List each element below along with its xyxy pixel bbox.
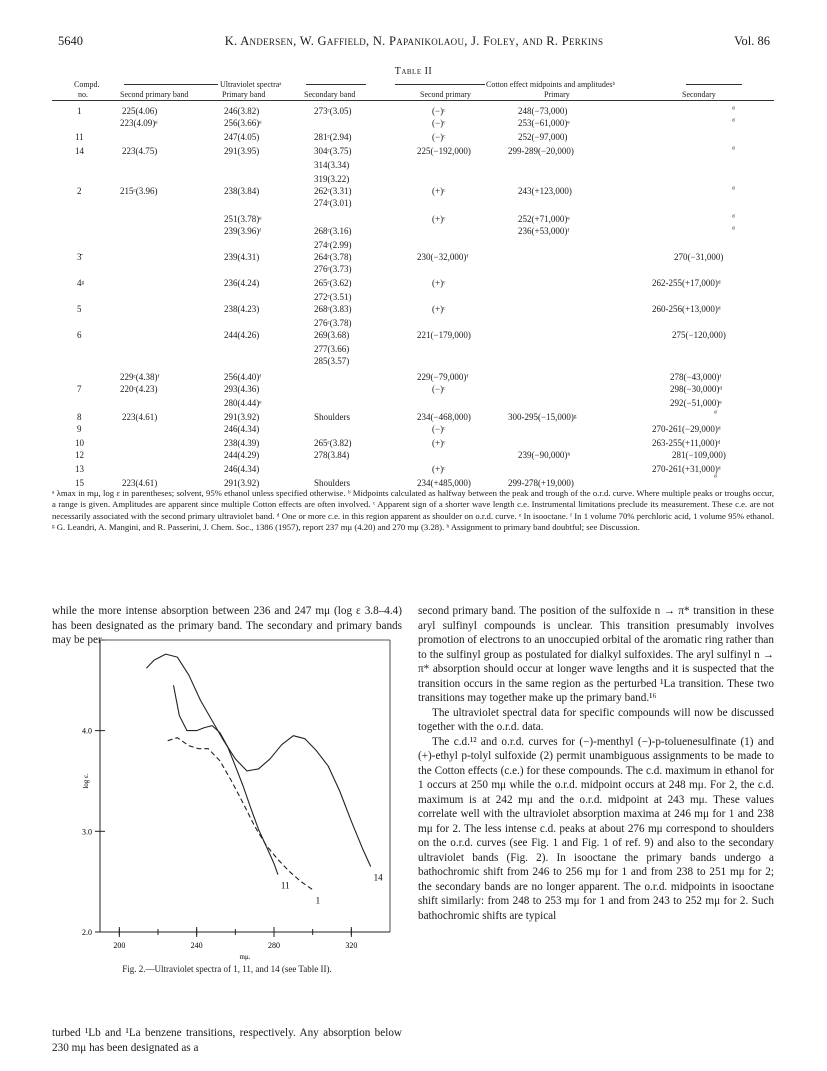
caption-text: —Ultraviolet spectra of 1, 11, and 14 (see Table II). [145,964,332,974]
caption-label: Fig. 2. [122,964,146,974]
table-cell: 246(4.34) [224,424,260,434]
table-cell: 270-261(+31,000)ᵈ [652,464,721,474]
x-tick-label: 320 [345,941,358,950]
table-cell: 278(−43,000)ᶠ [670,372,722,382]
table-cell: 236(+53,000)ᶠ [518,226,570,236]
volume-number: Vol. 86 [734,34,770,48]
table-cell: 244(4.26) [224,330,260,340]
table-cell: 298(−30,000)ᵈ [670,384,723,394]
y-tick-label: 4.0 [82,726,92,736]
table-cell: (−)ᶜ [432,132,446,142]
table-cell: 221(−179,000) [417,330,471,340]
table-cell: 238(4.23) [224,304,260,314]
header-no: no. [78,90,88,99]
table-cell: 251(3.78)ᵉ [224,214,262,224]
table-cell: 256(3.66)ᵉ [224,118,262,128]
table-cell: 225(4.06) [122,106,158,116]
header-primary: Primary [544,90,570,99]
table-cell: Shoulders [314,478,350,488]
table-cell: 229(−79,000)ᶠ [417,372,469,382]
header-primary-band: Primary band [222,90,266,99]
data-table [52,80,774,488]
right-paragraph-3: The c.d.¹² and o.r.d. curves for (−)-menthyl (−)-p-toluenesulfinate (1) and (+)-ethyl p-tolyl sulfoxide (2) permit unambiguous assignments to be made to the Cotton effects (c.e.) for these compounds. The c.d. maximum in ethanol for 1 occurs at 250 mμ while the o.r.d. midpoint occurs at 248 mμ. For 2, the c.d. maximum is at 242 mμ and the o.r.d. midpoint at 243 mμ. These values correlate well with the ultraviolet absorption maxima at 246 mμ for 1 and 238 mμ for 2. The less intense c.d. peaks at about 276 mμ correspond to shoulders on the o.r.d. curves (see Fig. 1 and Fig. 1 of ref. 9) and also to the secondary ultraviolet bands (Fig. 2). In isooctane the primary bands undergo a bathochromic shift from 246 to 256 mμ for 1 and from 238 to 251 mμ for 2; the secondary bands are no longer apparent. The o.r.d. midpoints in isooctane shift similarly: from 248 to 253 mμ for 1 and from 243 to 252 mμ for 2. Such bathochromic shifts are typical [418,735,774,922]
x-tick-label: 280 [268,941,280,950]
table-cell: 4ᵍ [77,278,85,288]
table-cell: 236(4.24) [224,278,260,288]
table-cell: 239(3.96)ᶠ [224,226,262,236]
series-line-11 [174,685,278,874]
group-rule [124,84,218,85]
running-authors: K. Andersen, W. Gaffield, N. Papanikolaou, J. Foley, and R. Perkins [224,34,604,48]
left-column-bottom [52,1026,402,1055]
table-cell: 253(−61,000)ᵉ [518,118,570,128]
table-cell: Shoulders [314,412,350,422]
table-cell: 277(3.66) [314,344,350,354]
table-cell: 225(−192,000) [417,146,471,156]
series-label-11: 11 [280,880,290,891]
table-cell: 6 [77,330,82,340]
header-compd: Compd. [74,80,100,89]
table-cell: 260-256(+13,000)ᵈ [652,304,721,314]
table-cell: 238(3.84) [224,186,260,196]
table-cell: 239(−90,000)ʰ [518,450,571,460]
table-cell: (+)ᶜ [432,186,446,196]
table-cell: 270-261(−29,000)ᵈ [652,424,721,434]
y-axis-label: log ε. [82,773,90,789]
table-cell: 3̄ [77,252,82,262]
group-rule [395,84,485,85]
table-cell: 278(3.84) [314,450,350,460]
header-secondary-band: Secondary band [304,90,356,99]
table-cell: 256(4.40)ᶠ [224,372,262,382]
table-cell: 13 [75,464,84,474]
table-cell: 270(−31,000) [674,252,724,262]
header-second-primary-band: Second primary band [120,90,189,99]
x-tick-label: 240 [190,941,203,950]
table-cell: 299-278(+19,000) [508,478,574,488]
table-cell: 268ᶜ(3.83) [314,304,352,314]
table-cell: (−)ᶜ [432,106,446,116]
series-line-14 [146,654,370,867]
table-cell: 243(+123,000) [518,186,572,196]
page-header [58,34,770,52]
right-paragraph-1: second primary band. The position of the sulfoxide n → π* transition in these aryl sulfinyl compounds is unclear. This transition presumably involves promotion of electrons to an unoccupied orbital of the aromatic ring rather than to the sulfinyl group as postulated for dialkyl sulfoxides. The aryl sulfinyl n → π* absorption should occur at longer wave lengths and it is suspected that the transition occurs in the same region as the perturbed ¹La transition. These two transitions may together make up the primary band.¹⁶ [418,605,774,704]
table-cell: 291(3.95) [224,146,260,156]
table-cell: 1 [77,106,82,116]
table-cell: 265ᶜ(3.62) [314,278,352,288]
figure-2 [80,632,410,962]
table-cell: 223(4.09)ᵉ [120,118,158,128]
table-footnotes [52,488,774,534]
table-cell: 8 [77,412,82,422]
table-cell: 263-255(+11,000)ᵈ [652,438,721,448]
table-cell: 7 [77,384,82,394]
right-column [418,604,774,923]
table-cell: 234(−468,000) [417,412,471,422]
x-tick-label: 200 [113,941,126,950]
table-cell: 215ᶜ(3.96) [120,186,158,196]
table-cell: 285(3.57) [314,356,350,366]
table-cell: 246(4.34) [224,464,260,474]
table-cell: ᵈ [732,144,735,154]
table-cell: (+)ᶜ [432,464,446,474]
table-cell: 247(4.05) [224,132,260,142]
table-cell: 246(3.82) [224,106,260,116]
table-cell: 273ᶜ(3.05) [314,106,352,116]
table-cell: 223(4.61) [122,478,158,488]
table-cell: 304ᶜ(3.75) [314,146,352,156]
table-cell: 276ᶜ(3.73) [314,264,352,274]
table-cell: ᵈ [732,224,735,234]
table-cell: 230(−32,000)ᶠ [417,252,469,262]
header-rule [52,100,774,101]
table-cell: 234(+485,000) [417,478,471,488]
table-cell: 276ᶜ(3.78) [314,318,352,328]
table-cell: (+)ᶜ [432,214,446,224]
table-cell: 281(−109,000) [672,450,726,460]
table-title: Table II [394,66,433,77]
table-cell: 274ᶜ(3.01) [314,198,352,208]
table-cell: 280(4.44)ᵉ [224,398,262,408]
table-cell: 299-289(−20,000) [508,146,574,156]
table-cell: 244(4.29) [224,450,260,460]
series-label-14: 14 [373,872,383,883]
table-cell: 229ᶜ(4.38)ᶠ [120,372,160,382]
table-cell: 274ᶜ(2.99) [314,240,352,250]
table-cell: 292(−51,000)ᵉ [670,398,722,408]
table-cell: 238(4.39) [224,438,260,448]
table-cell: 314(3.34) [314,160,350,170]
x-axis-label: mμ. [239,953,251,961]
table-cell: 264ᶜ(3.78) [314,252,352,262]
table-cell: 293(4.36) [224,384,260,394]
figure-caption [52,964,402,974]
table-cell: ᵈ [732,116,735,126]
right-paragraph-2: The ultraviolet spectral data for specific compounds will now be discussed together with the o.r.d. data. [418,706,774,733]
table-cell: ᵈ [732,212,735,222]
table-cell: 252(+71,000)ᵉ [518,214,570,224]
uv-spectra-chart [80,632,410,962]
y-tick-label: 3.0 [82,827,92,837]
table-cell: 262ᶜ(3.31) [314,186,352,196]
table-cell: 12 [75,450,84,460]
footnotes-text: ᵃ λmax in mμ, log ε in parentheses; solvent, 95% ethanol unless specified otherwise. ᵇ Midpoints calculated as halfway between the peak and trough of the o.r.d. curve. Where multiple peaks or troughs occur, a range is given. Amplitudes are apparent since multiple Cotton effects are often involved. ᶜ Apparent sign of a shorter wave length c.e. Instrumental limitations preclude its measurement. These c.e. are not necessarily associated with the second primary ultraviolet band. ᵈ One or more c.e. in this region apparent as shoulder on o.r.d. curve. ᵉ In isooctane. ᶠ In 1 volume 70% perchloric acid, 1 volume 95% ethanol. ᵍ G. Leandri, A. Mangini, and R. Passerini, J. Chem. Soc., 1386 (1957), report 237 mμ (4.20) and 270 mμ (3.28). ʰ Assignment to primary band doubtful; see Discussion. [52,488,774,533]
table-cell: ᵈ [732,184,735,194]
left-paragraph-continued: turbed ¹Lb and ¹La benzene transitions, respectively. Any absorption below 230 mμ has been designated as a [52,1027,402,1054]
table-cell: ᵈ [714,408,717,418]
table-cell: 2 [77,186,82,196]
table-cell: (−)ᶜ [432,118,446,128]
table-cell: (−)ᶜ [432,384,446,394]
page-number: 5640 [58,34,83,48]
table-cell: 248(−73,000) [518,106,568,116]
table-cell: (+)ᶜ [432,438,446,448]
table-cell: 223(4.75) [122,146,158,156]
table-cell: ᵈ [714,472,717,482]
table-cell: 11 [75,132,84,142]
table-cell: 300-295(−15,000)ᵍ [508,412,577,422]
table-cell: 14 [75,146,84,156]
table-cell: 252(−97,000) [518,132,568,142]
table-cell: (−)ᶜ [432,424,446,434]
table-cell: 272ᶜ(3.51) [314,292,352,302]
table-cell: 9 [77,424,82,434]
group-rule [686,84,742,85]
y-tick-label: 2.0 [82,928,92,937]
header-ce-group: Cotton effect midpoints and amplitudesᵇ [486,80,615,89]
left-paragraph: while the more intense absorption between 236 and 247 mμ (log ε 3.8–4.4) has been designated as the primary band. The secondary and primary bands may be per- [52,605,402,646]
table-cell: (+)ᶜ [432,278,446,288]
group-rule [306,84,366,85]
table-cell: (+)ᶜ [432,304,446,314]
header-second-primary: Second primary [420,90,471,99]
series-label-1: 1 [315,895,321,906]
table-cell: 275(−120,000) [672,330,726,340]
header-secondary: Secondary [682,90,716,99]
table-cell: 10 [75,438,84,448]
table-cell: 220ᶜ(4.23) [120,384,158,394]
table-cell: ᵈ [732,104,735,114]
table-cell: 223(4.61) [122,412,158,422]
table-cell: 291(3.92) [224,478,260,488]
table-cell: 262-255(+17,000)ᵈ [652,278,721,288]
header-uv-group: Ultraviolet spectraᵃ [220,80,282,89]
series-line-1 [168,738,313,890]
table-cell: 5 [77,304,82,314]
table-cell: 269(3.68) [314,330,350,340]
table-cell: 291(3.92) [224,412,260,422]
table-cell: 265ᶜ(3.82) [314,438,352,448]
table-cell: 268ᶜ(3.16) [314,226,352,236]
table-cell: 15 [75,478,84,488]
table-cell: 239(4.31) [224,252,260,262]
table-cell: 319(3.22) [314,174,350,184]
table-cell: 281ᶜ(2.94) [314,132,352,142]
